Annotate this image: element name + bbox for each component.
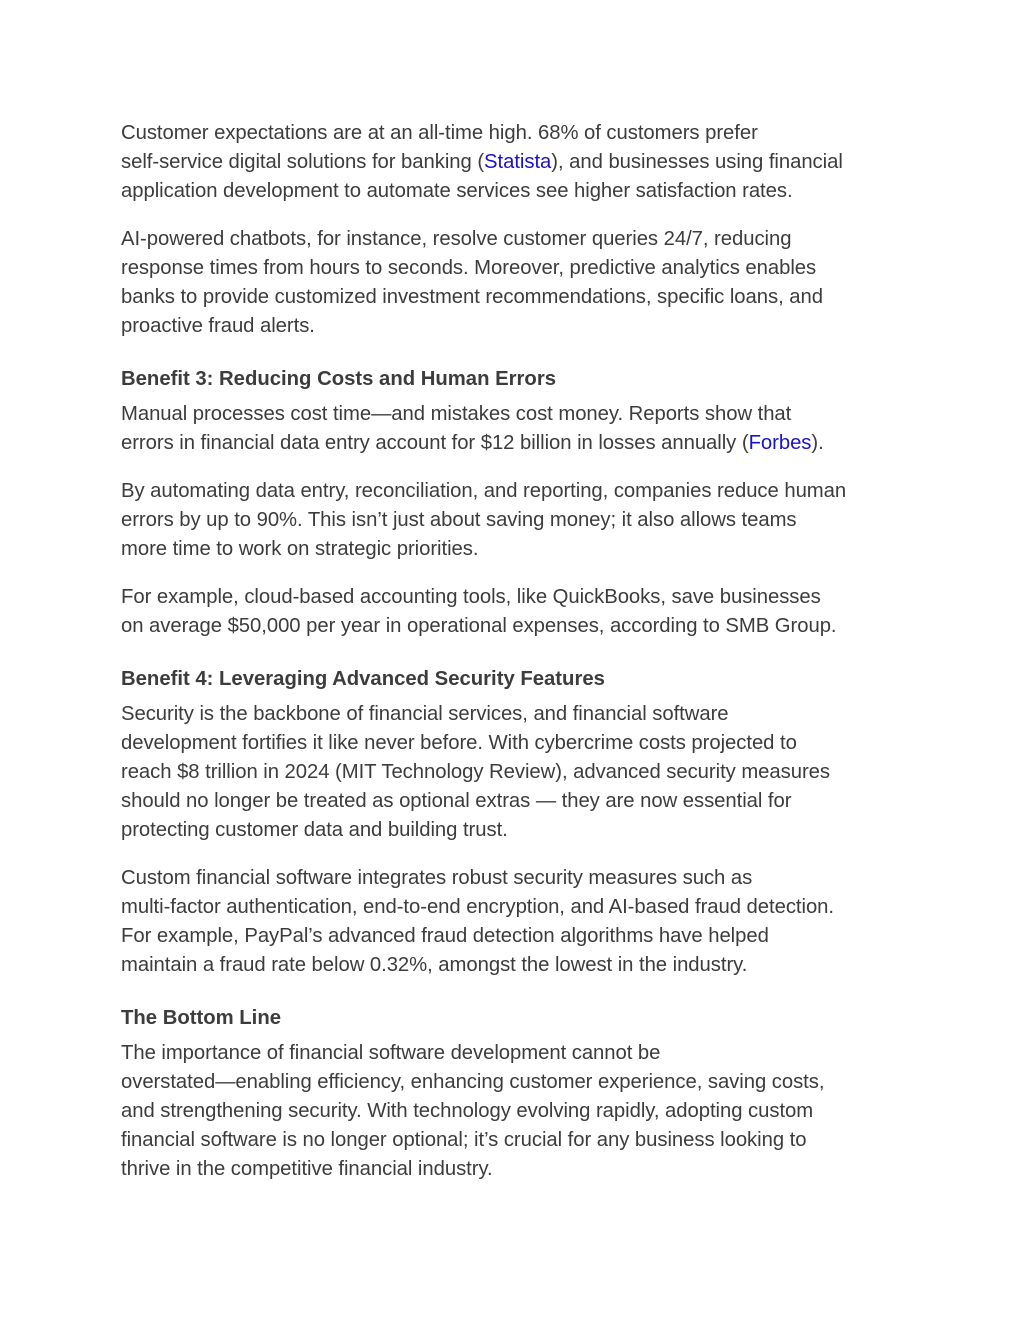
text-line: protecting customer data and building trust. — [121, 819, 508, 841]
paragraph-custom-software-security — [121, 864, 911, 980]
text-line: should no longer be treated as optional extras — they are now essential for — [121, 790, 792, 812]
text-line — [121, 429, 911, 458]
text-line: By automating data entry, reconciliation, and reporting, companies reduce human — [121, 480, 847, 502]
paragraph-automating — [121, 477, 911, 564]
text-line: Manual processes cost time—and mistakes cost money. Reports show that — [121, 403, 792, 425]
text-line: errors by up to 90%. This isn’t just about saving money; it also allows teams — [121, 509, 797, 531]
text-line: Customer expectations are at an all-time high. 68% of customers prefer — [121, 122, 758, 144]
text-line: proactive fraud alerts. — [121, 315, 315, 337]
text-segment: self-service digital solutions for banking ( — [121, 151, 485, 173]
text-line: thrive in the competitive financial industry. — [121, 1158, 493, 1180]
text-line: response times from hours to seconds. Moreover, predictive analytics enables — [121, 257, 817, 279]
text-line: overstated—enabling efficiency, enhancing customer experience, saving costs, — [121, 1071, 825, 1093]
statista-link[interactable]: Statista — [484, 151, 552, 173]
paragraph-conclusion — [121, 1039, 911, 1184]
text-line: reach $8 trillion in 2024 (MIT Technology Review), advanced security measures — [121, 761, 830, 783]
text-line: on average $50,000 per year in operational expenses, according to SMB Group. — [121, 615, 837, 637]
text-segment: ), and businesses using financial — [551, 151, 843, 173]
text-line: and strengthening security. With technology evolving rapidly, adopting custom — [121, 1100, 814, 1122]
heading-benefit-4: Benefit 4: Leveraging Advanced Security Features — [121, 668, 605, 690]
text-line: maintain a fraud rate below 0.32%, amongst the lowest in the industry. — [121, 954, 748, 976]
heading-bottom-line: The Bottom Line — [121, 1007, 281, 1029]
heading-benefit-3: Benefit 3: Reducing Costs and Human Errors — [121, 368, 556, 390]
text-line: multi-factor authentication, end-to-end encryption, and AI-based fraud detection. — [121, 896, 834, 918]
text-line: The importance of financial software development cannot be — [121, 1042, 661, 1064]
text-line: application development to automate services see higher satisfaction rates. — [121, 180, 793, 202]
forbes-link[interactable]: Forbes — [748, 432, 812, 454]
text-line: Custom financial software integrates robust security measures such as — [121, 867, 753, 889]
text-line: For example, cloud-based accounting tools, like QuickBooks, save businesses — [121, 586, 821, 608]
text-line: For example, PayPal’s advanced fraud detection algorithms have helped — [121, 925, 769, 947]
text-line: Security is the backbone of financial services, and financial software — [121, 703, 729, 725]
text-line: AI-powered chatbots, for instance, resolve customer queries 24/7, reducing — [121, 228, 792, 250]
text-line: banks to provide customized investment recommendations, specific loans, and — [121, 286, 823, 308]
paragraph-manual-processes — [121, 400, 911, 458]
paragraph-customer-expectations — [121, 119, 911, 206]
paragraph-ai-chatbots — [121, 225, 911, 341]
text-segment: ). — [811, 432, 824, 454]
text-line: more time to work on strategic priorities. — [121, 538, 479, 560]
text-line: development fortifies it like never before. With cybercrime costs projected to — [121, 732, 797, 754]
document-page — [121, 119, 911, 1203]
paragraph-cloud-accounting — [121, 583, 911, 641]
text-segment: errors in financial data entry account for $12 billion in losses annually ( — [121, 432, 749, 454]
paragraph-security-backbone — [121, 700, 911, 845]
text-line: financial software is no longer optional; it’s crucial for any business looking to — [121, 1129, 807, 1151]
text-line — [121, 148, 911, 177]
